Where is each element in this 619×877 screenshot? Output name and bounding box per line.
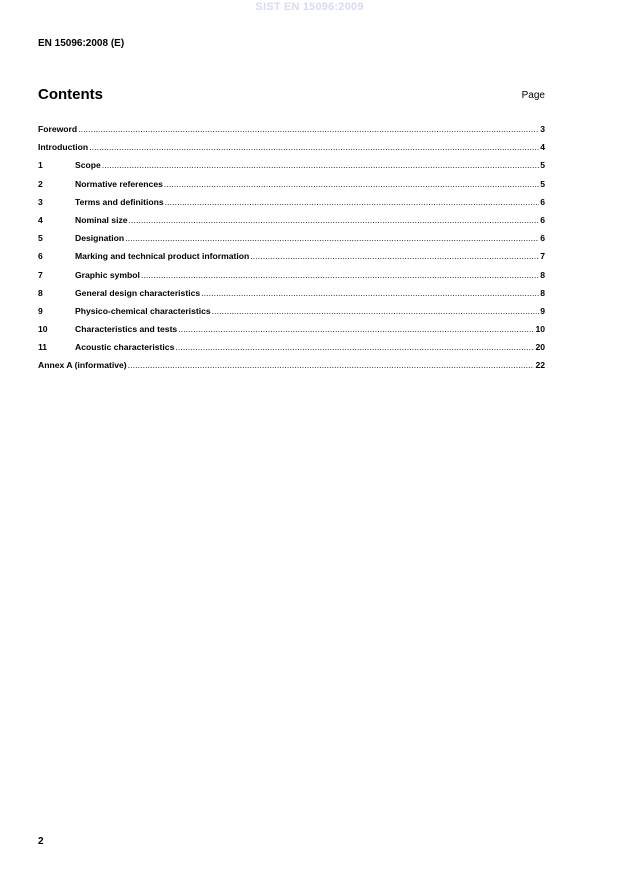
toc-entry[interactable] [38,288,545,306]
toc-entry-title: Annex A (informative) [38,360,127,371]
toc-dot-leader [125,233,539,243]
toc-entry-page: 4 [540,142,545,153]
toc-entry[interactable] [38,270,545,288]
toc-entry-title: Terms and definitions [75,196,164,207]
toc-entry-number: 1 [38,160,43,171]
toc-dot-leader [178,324,534,334]
toc-dot-leader [250,251,539,261]
contents-title: Contents [38,86,103,103]
toc-entry-page: 6 [540,214,545,225]
toc-entry-number: 6 [38,251,43,262]
toc-entry-title: Foreword [38,124,78,134]
toc-entry-page: 20 [535,342,545,353]
toc-entry-title: General design characteristics [75,287,201,298]
toc-entry[interactable] [38,251,545,269]
toc-entry-title: Acoustic characteristics [75,342,175,353]
toc-entry-page: 6 [540,196,545,207]
toc-entry[interactable] [38,342,545,360]
toc-entry-title: Designation [75,233,125,244]
toc-entry[interactable] [38,360,545,378]
toc-entry-number: 7 [38,269,43,280]
toc-entry-page: 5 [540,178,545,189]
toc-dot-leader [175,342,534,352]
toc-entry[interactable] [38,324,545,342]
toc-entry-number: 8 [38,287,43,298]
toc-entry-page: 9 [540,305,545,316]
toc-entry-page: 8 [540,269,545,280]
toc-entry-number: 2 [38,178,43,189]
toc-entry-number: 11 [38,342,48,353]
toc-entry-number: 9 [38,305,43,316]
toc-entry-title: Physico-chemical characteristics [75,305,211,316]
toc-entry[interactable] [38,215,545,233]
toc-entry[interactable] [38,160,545,178]
toc-entry-title: Marking and technical product information [75,251,250,262]
toc-entry[interactable] [38,306,545,324]
toc-entry-page: 3 [540,124,545,134]
toc-entry[interactable] [38,179,545,197]
toc-entry-page: 5 [540,160,545,171]
toc-entry[interactable] [38,233,545,251]
toc-entry-title: Scope [75,160,101,171]
page-column-label: Page [521,90,545,101]
toc-entry-number: 5 [38,233,43,244]
toc-entry-page: 22 [535,360,545,371]
toc-entry[interactable] [38,197,545,215]
toc-entry-page: 6 [540,233,545,244]
document-id-header: EN 15096:2008 (E) [38,38,125,49]
toc-dot-leader [102,160,539,170]
toc-entry-title: Nominal size [75,214,128,225]
toc-dot-leader [164,179,539,189]
toc-dot-leader [165,197,540,207]
toc-dot-leader [128,360,535,370]
toc-dot-leader [78,124,539,134]
toc-entry-title: Characteristics and tests [75,324,178,335]
toc-entry-page: 7 [540,251,545,262]
toc-dot-leader [141,270,539,280]
toc-entry-number: 10 [38,324,48,335]
toc-entry-number: 4 [38,214,43,225]
toc-entry-title: Graphic symbol [75,269,140,280]
table-of-contents [38,124,545,379]
toc-entry-title: Normative references [75,178,163,189]
toc-entry-number: 3 [38,196,43,207]
toc-dot-leader [89,142,539,152]
toc-entry[interactable] [38,124,545,142]
watermark: SIST EN 15096:2009 [255,1,364,13]
toc-dot-leader [212,306,540,316]
toc-entry-page: 8 [540,287,545,298]
toc-entry-page: 10 [535,324,545,335]
toc-dot-leader [201,288,539,298]
toc-entry-title: Introduction [38,142,89,153]
page-number: 2 [38,836,44,847]
toc-entry[interactable] [38,142,545,160]
toc-dot-leader [129,215,540,225]
